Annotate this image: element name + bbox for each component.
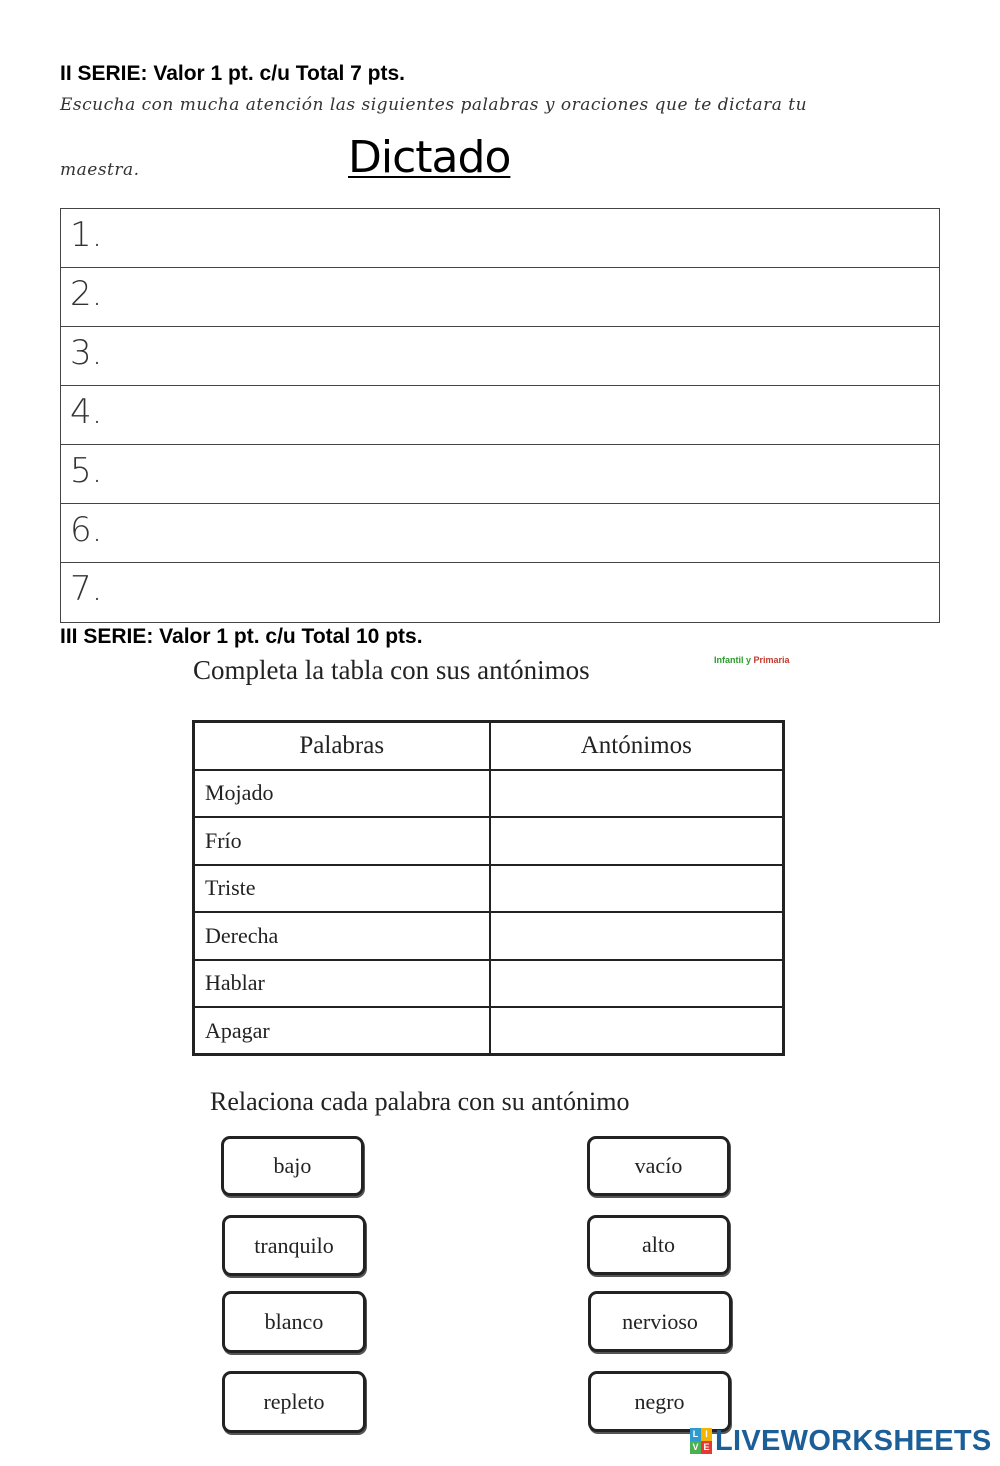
- table-row: [194, 865, 784, 913]
- antonym-cell: [490, 770, 784, 818]
- dictation-input-2[interactable]: [121, 276, 929, 318]
- instruction-text-line2: maestra.: [60, 160, 140, 180]
- column-header-words: Palabras: [194, 722, 490, 770]
- dictation-row-3: [61, 327, 939, 386]
- table-row: [194, 770, 784, 818]
- word-cell: Frío: [194, 817, 490, 865]
- line-number: 3.: [70, 333, 103, 373]
- dictation-table: [60, 208, 940, 623]
- antonym-input-5[interactable]: [497, 969, 781, 997]
- dictation-row-7: [61, 563, 939, 622]
- match-left-word[interactable]: repleto: [222, 1371, 366, 1433]
- line-number: 2.: [70, 274, 103, 314]
- antonym-cell: [490, 912, 784, 960]
- instruction-text-line1: Escucha con mucha atención las siguientes palabras y oraciones que te dictara tu: [60, 95, 808, 115]
- match-left-word[interactable]: blanco: [222, 1291, 366, 1353]
- match-right-word[interactable]: vacío: [587, 1136, 730, 1196]
- line-number: 6.: [70, 510, 103, 550]
- antonym-cell: [490, 1007, 784, 1055]
- antonym-input-1[interactable]: [497, 779, 781, 807]
- dictation-input-7[interactable]: [121, 571, 929, 614]
- brand-name: LIVEWORKSHEETS: [715, 1424, 992, 1457]
- dictation-row-5: [61, 445, 939, 504]
- line-number: 5.: [70, 451, 103, 491]
- line-number: 4.: [70, 392, 103, 432]
- match-right-word[interactable]: alto: [587, 1215, 730, 1275]
- word-cell: Triste: [194, 865, 490, 913]
- match-right-word[interactable]: negro: [588, 1371, 731, 1432]
- line-number: 1.: [70, 215, 103, 255]
- liveworksheets-logo-icon: L I V E: [690, 1428, 712, 1454]
- match-left-word[interactable]: tranquilo: [222, 1215, 366, 1276]
- dictation-input-5[interactable]: [121, 453, 929, 495]
- antonym-cell: [490, 817, 784, 865]
- word-cell: Hablar: [194, 960, 490, 1008]
- match-right-word[interactable]: nervioso: [588, 1291, 732, 1352]
- dictation-input-3[interactable]: [121, 335, 929, 377]
- dictation-row-6: [61, 504, 939, 563]
- liveworksheets-brand: [690, 1424, 992, 1458]
- match-heading: Relaciona cada palabra con su antónimo: [210, 1087, 630, 1116]
- dictation-title: Dictado: [348, 132, 511, 183]
- table-row: [194, 912, 784, 960]
- table-row: [194, 960, 784, 1008]
- antonym-cell: [490, 960, 784, 1008]
- antonym-input-4[interactable]: [497, 922, 781, 950]
- dictation-row-1: [61, 209, 939, 268]
- antonym-input-6[interactable]: [497, 1017, 781, 1045]
- dictation-input-6[interactable]: [121, 512, 929, 554]
- antonym-input-3[interactable]: [497, 874, 781, 902]
- dictation-input-1[interactable]: [121, 217, 929, 259]
- antonym-input-2[interactable]: [497, 827, 781, 855]
- word-cell: Mojado: [194, 770, 490, 818]
- antonym-cell: [490, 865, 784, 913]
- table-row: [194, 1007, 784, 1055]
- antonym-table: [192, 720, 785, 1056]
- word-cell: Derecha: [194, 912, 490, 960]
- dictation-input-4[interactable]: [121, 394, 929, 436]
- table-heading: Completa la tabla con sus antónimos: [193, 655, 590, 685]
- line-number: 7.: [70, 569, 103, 609]
- dictation-row-4: [61, 386, 939, 445]
- section-2-title: II SERIE: Valor 1 pt. c/u Total 7 pts.: [60, 62, 406, 85]
- match-left-word[interactable]: bajo: [221, 1136, 364, 1196]
- column-header-antonyms: Antónimos: [490, 722, 784, 770]
- dictation-row-2: [61, 268, 939, 327]
- table-row: [194, 817, 784, 865]
- word-cell: Apagar: [194, 1007, 490, 1055]
- section-3-title: III SERIE: Valor 1 pt. c/u Total 10 pts.: [60, 625, 423, 648]
- publisher-logo: Infantil y Primaria: [714, 655, 790, 665]
